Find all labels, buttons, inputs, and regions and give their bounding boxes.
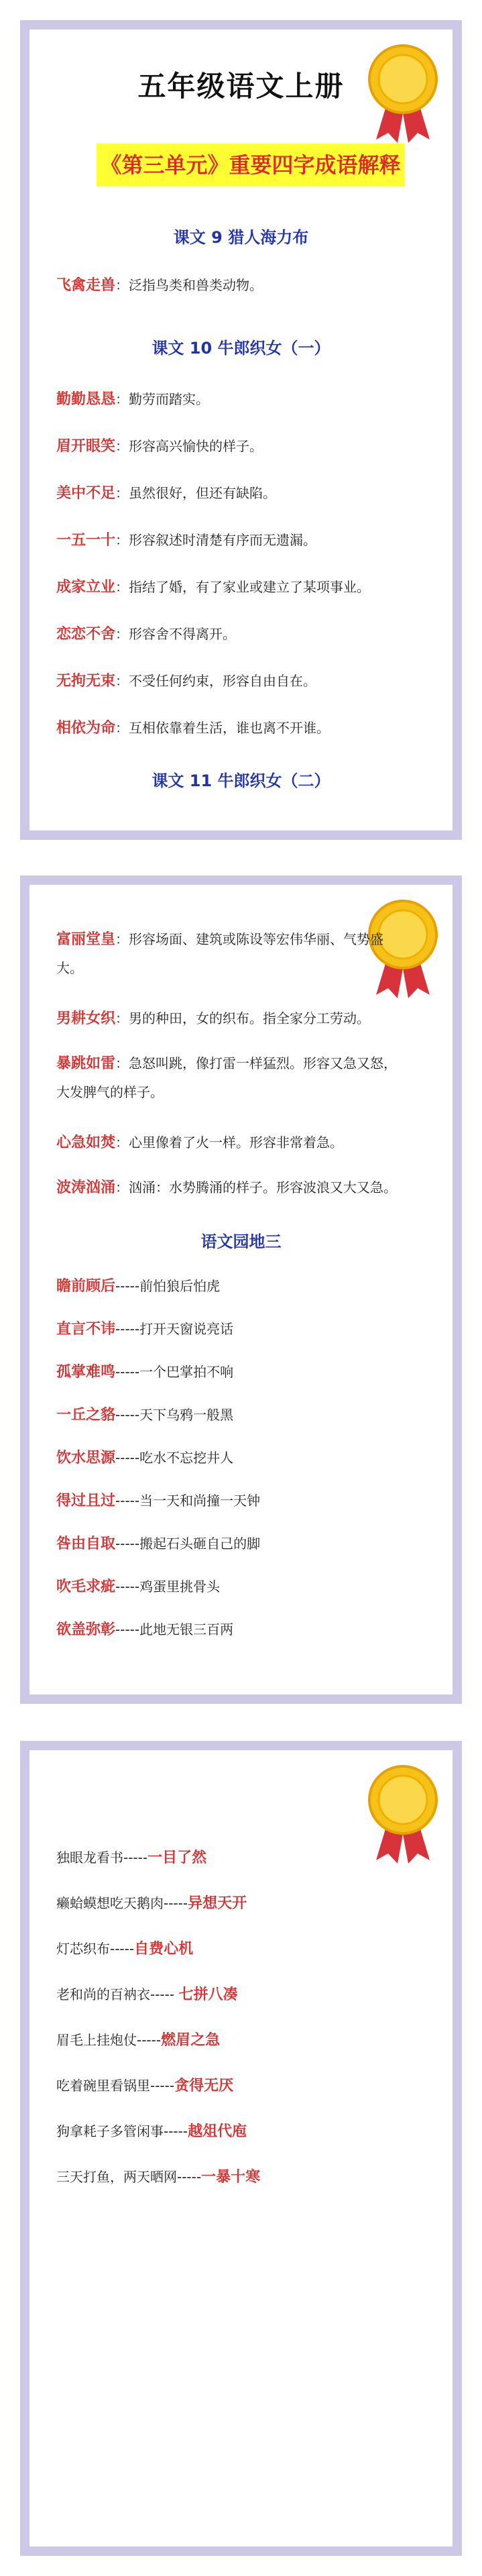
idiom-definition-cont: 大。 (56, 960, 83, 976)
card-3 (20, 1741, 462, 2556)
garden-item (56, 1444, 426, 1472)
garden-item (56, 1273, 426, 1300)
xiehouyu-item (56, 2072, 426, 2100)
idiom-entry: 相依为命：互相依靠着生活，谁也离不开谁。 (56, 720, 330, 737)
garden-item (56, 1573, 426, 1601)
idiom-entry: 无拘无束：不受任何约束，形容自由自在。 (56, 673, 317, 690)
garden-saying: -----当一天和尚撞一天钟 (115, 1493, 261, 1509)
idiom-term: 无拘无束 (56, 673, 116, 690)
idiom-term: 眉开眼笑 (56, 438, 116, 455)
garden-term: 瞻前顾后 (56, 1278, 116, 1295)
idiom-definition: 形容场面、建筑或陈设等宏伟华丽、气势盛 (129, 931, 384, 947)
idiom-entry: 恋恋不舍：形容舍不得离开。 (56, 626, 237, 643)
xiehouyu-item (56, 1935, 426, 1963)
idiom-term: 富丽堂皇 (56, 931, 116, 948)
idiom-entry: 富丽堂皇：形容场面、建筑或陈设等宏伟华丽、气势盛 大。 (56, 931, 384, 976)
garden-term: 咎由自取 (56, 1536, 116, 1552)
garden-term: 孤掌难鸣 (56, 1364, 116, 1381)
card-1 (20, 20, 462, 840)
lesson-10-heading: 课文 10 牛郎织女（一） (152, 339, 330, 358)
xiehouyu-left: 狗拿耗子多管闲事----- (56, 2123, 188, 2139)
xiehouyu-answer: 一暴十寒 (201, 2169, 261, 2186)
idiom-definition: 勤劳而踏实。 (129, 391, 210, 407)
idiom-term: 美中不足 (56, 485, 116, 502)
garden-saying: -----打开天窗说亮话 (115, 1321, 234, 1337)
garden-heading: 语文园地三 (200, 1232, 282, 1251)
idiom-entry: 一五一十：形容叙述时清楚有序而无遗漏。 (56, 532, 317, 549)
garden-saying: -----鸡蛋里挑骨头 (115, 1578, 221, 1595)
idiom-term: 男耕女织 (56, 1010, 116, 1027)
garden-term: 吹毛求疵 (56, 1578, 116, 1595)
xiehouyu-item (56, 2027, 426, 2054)
garden-saying: -----一个巴掌拍不响 (115, 1364, 234, 1380)
idiom-entry: 波涛汹涌：汹涌：水势腾涌的样子。形容波浪又大又急。 (56, 1179, 398, 1196)
xiehouyu-answer: 一目了然 (147, 1849, 207, 1866)
idiom-definition: 不受任何约束，形容自由自在。 (129, 673, 317, 689)
garden-item (56, 1401, 426, 1429)
garden-saying: -----吃水不忘挖井人 (115, 1450, 234, 1466)
idiom-definition-cont: 大发脾气的样子。 (56, 1084, 164, 1100)
xiehouyu-left: 癞蛤蟆想吃天鹅肉----- (56, 1895, 188, 1911)
idiom-term: 恋恋不舍 (56, 626, 116, 643)
idiom-term: 心急如焚 (56, 1134, 116, 1151)
garden-term: 欲盖弥彰 (56, 1621, 116, 1638)
idiom-definition: 汹涌：水势腾涌的样子。形容波浪又大又急。 (129, 1179, 398, 1195)
xiehouyu-answer: 越俎代庖 (188, 2123, 247, 2140)
xiehouyu-answer: 燃眉之急 (161, 2032, 221, 2049)
idiom-definition: 互相依靠着生活，谁也离不开谁。 (129, 720, 330, 736)
idiom-definition: 虽然很好，但还有缺陷。 (129, 485, 277, 501)
garden-term: 直言不讳 (56, 1321, 116, 1338)
garden-saying: -----此地无银三百两 (115, 1621, 234, 1638)
idiom-entry: 男耕女织：男的种田，女的织布。指全家分工劳动。 (56, 1010, 371, 1027)
idiom-term: 勤勤恳恳 (56, 391, 116, 408)
idiom-definition: 男的种田，女的织布。指全家分工劳动。 (129, 1010, 371, 1026)
xiehouyu-answer: 贪得无厌 (174, 2078, 234, 2094)
xiehouyu-item (56, 1844, 426, 1872)
garden-item (56, 1487, 426, 1515)
idiom-definition: 指结了婚，有了家业或建立了某项事业。 (129, 579, 371, 595)
xiehouyu-item (56, 1890, 426, 1917)
idiom-entry: 暴跳如雷：急怒叫跳，像打雷一样猛烈。形容又急又怒， 大发脾气的样子。 (56, 1055, 398, 1100)
idiom-definition: 形容叙述时清楚有序而无遗漏。 (129, 532, 317, 548)
lesson-11-heading: 课文 11 牛郎织女（二） (152, 771, 330, 790)
xiehouyu-left: 老和尚的百衲衣----- (56, 1986, 179, 2002)
garden-item (56, 1316, 426, 1343)
xiehouyu-answer: 异想天开 (188, 1895, 247, 1912)
idiom-entry: 成家立业：指结了婚，有了家业或建立了某项事业。 (56, 579, 371, 596)
garden-term: 饮水思源 (56, 1450, 116, 1466)
xiehouyu-left: 独眼龙看书----- (56, 1849, 148, 1866)
xiehouyu-left: 三天打鱼，两天晒网----- (56, 2169, 202, 2185)
lesson-9-heading: 课文 9 猎人海力布 (173, 228, 309, 247)
idiom-entry: 飞禽走兽：泛指鸟类和兽类动物。 (56, 277, 263, 294)
xiehouyu-left: 灯芯织布----- (56, 1941, 135, 1957)
idiom-definition: 形容高兴愉快的样子。 (129, 438, 263, 454)
idiom-term: 暴跳如雷 (56, 1055, 116, 1072)
card-2 (20, 875, 462, 1704)
garden-item (56, 1530, 426, 1558)
garden-saying: -----搬起石头砸自己的脚 (115, 1536, 261, 1552)
idiom-entry: 眉开眼笑：形容高兴愉快的样子。 (56, 438, 263, 455)
garden-term: 一丘之貉 (56, 1407, 116, 1424)
xiehouyu-item (56, 1981, 426, 2008)
page-title: 五年级语文上册 (137, 70, 345, 103)
idiom-entry: 美中不足：虽然很好，但还有缺陷。 (56, 485, 277, 502)
xiehouyu-left: 吃着碗里看锅里----- (56, 2078, 175, 2094)
garden-item (56, 1358, 426, 1386)
xiehouyu-answer: 七拼八凑 (178, 1986, 238, 2003)
idiom-term: 相依为命 (56, 720, 116, 737)
garden-term: 得过且过 (56, 1493, 116, 1509)
xiehouyu-item (56, 2118, 426, 2145)
idiom-definition: 急怒叫跳，像打雷一样猛烈。形容又急又怒， (129, 1055, 398, 1071)
garden-saying: -----天下乌鸦一般黑 (115, 1407, 234, 1423)
xiehouyu-item (56, 2163, 426, 2191)
garden-item (56, 1616, 426, 1644)
idiom-term: 成家立业 (56, 579, 116, 596)
xiehouyu-answer: 自费心机 (134, 1941, 194, 1957)
idiom-term: 一五一十 (56, 532, 116, 549)
idiom-definition: 泛指鸟类和兽类动物。 (129, 277, 263, 293)
page-subtitle: 《第三单元》重要四字成语解释 (97, 144, 404, 186)
garden-saying: -----前怕狼后怕虎 (115, 1278, 221, 1294)
idiom-entry: 心急如焚：心里像着了火一样。形容非常着急。 (56, 1134, 344, 1151)
idiom-definition: 心里像着了火一样。形容非常着急。 (129, 1134, 344, 1150)
xiehouyu-left: 眉毛上挂炮仗----- (56, 2032, 162, 2048)
idiom-term: 波涛汹涌 (56, 1179, 116, 1196)
idiom-definition: 形容舍不得离开。 (129, 626, 237, 642)
idiom-term: 飞禽走兽 (56, 277, 116, 294)
idiom-entry: 勤勤恳恳：勤劳而踏实。 (56, 391, 210, 408)
